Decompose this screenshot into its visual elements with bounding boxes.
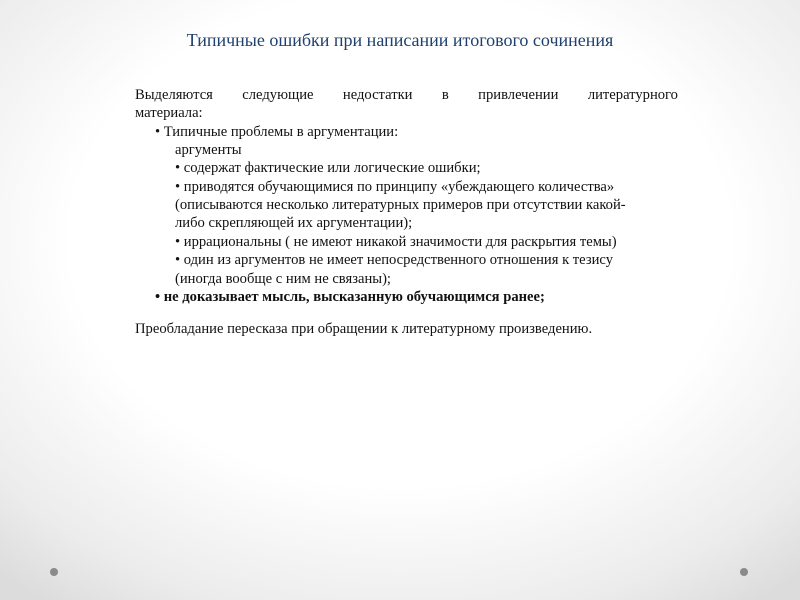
word: привлечении [478, 87, 559, 103]
sub-item: • один из аргументов не имеет непосредственного отношения к тезису [175, 252, 613, 268]
bullet-bold: • не доказывает мысль, высказанную обучающимся ранее; [155, 289, 545, 305]
decor-dot-right [740, 568, 748, 576]
sub-item: (иногда вообще с ним не связаны); [175, 271, 391, 287]
intro-line [135, 86, 678, 104]
sub-item: • содержат фактические или логические ошибки; [175, 160, 481, 176]
slide-title: Типичные ошибки при написании итогового сочинения [186, 30, 614, 50]
word: недостатки [342, 87, 413, 103]
word: следующие [242, 87, 314, 103]
word: Выделяются [135, 87, 213, 103]
sub-item: • иррациональны ( не имеют никакой значимости для раскрытия темы) [175, 234, 617, 250]
sub-item: (описываются несколько литературных примеров при отсутствии какой- [175, 197, 626, 213]
intro-continuation: материала: [135, 105, 203, 121]
closing-paragraph: Преобладание пересказа при обращении к литературному произведению. [135, 321, 593, 337]
bullet-argument-problems: • Типичные проблемы в аргументации: [155, 124, 399, 140]
sub-item: либо скрепляющей их аргументации); [175, 215, 413, 231]
sub-item: • приводятся обучающимися по принципу «убеждающего количества» [175, 179, 615, 195]
sub-heading: аргументы [175, 142, 242, 158]
decor-dot-left [50, 568, 58, 576]
word: литературного [587, 87, 678, 103]
word: в [441, 87, 449, 103]
